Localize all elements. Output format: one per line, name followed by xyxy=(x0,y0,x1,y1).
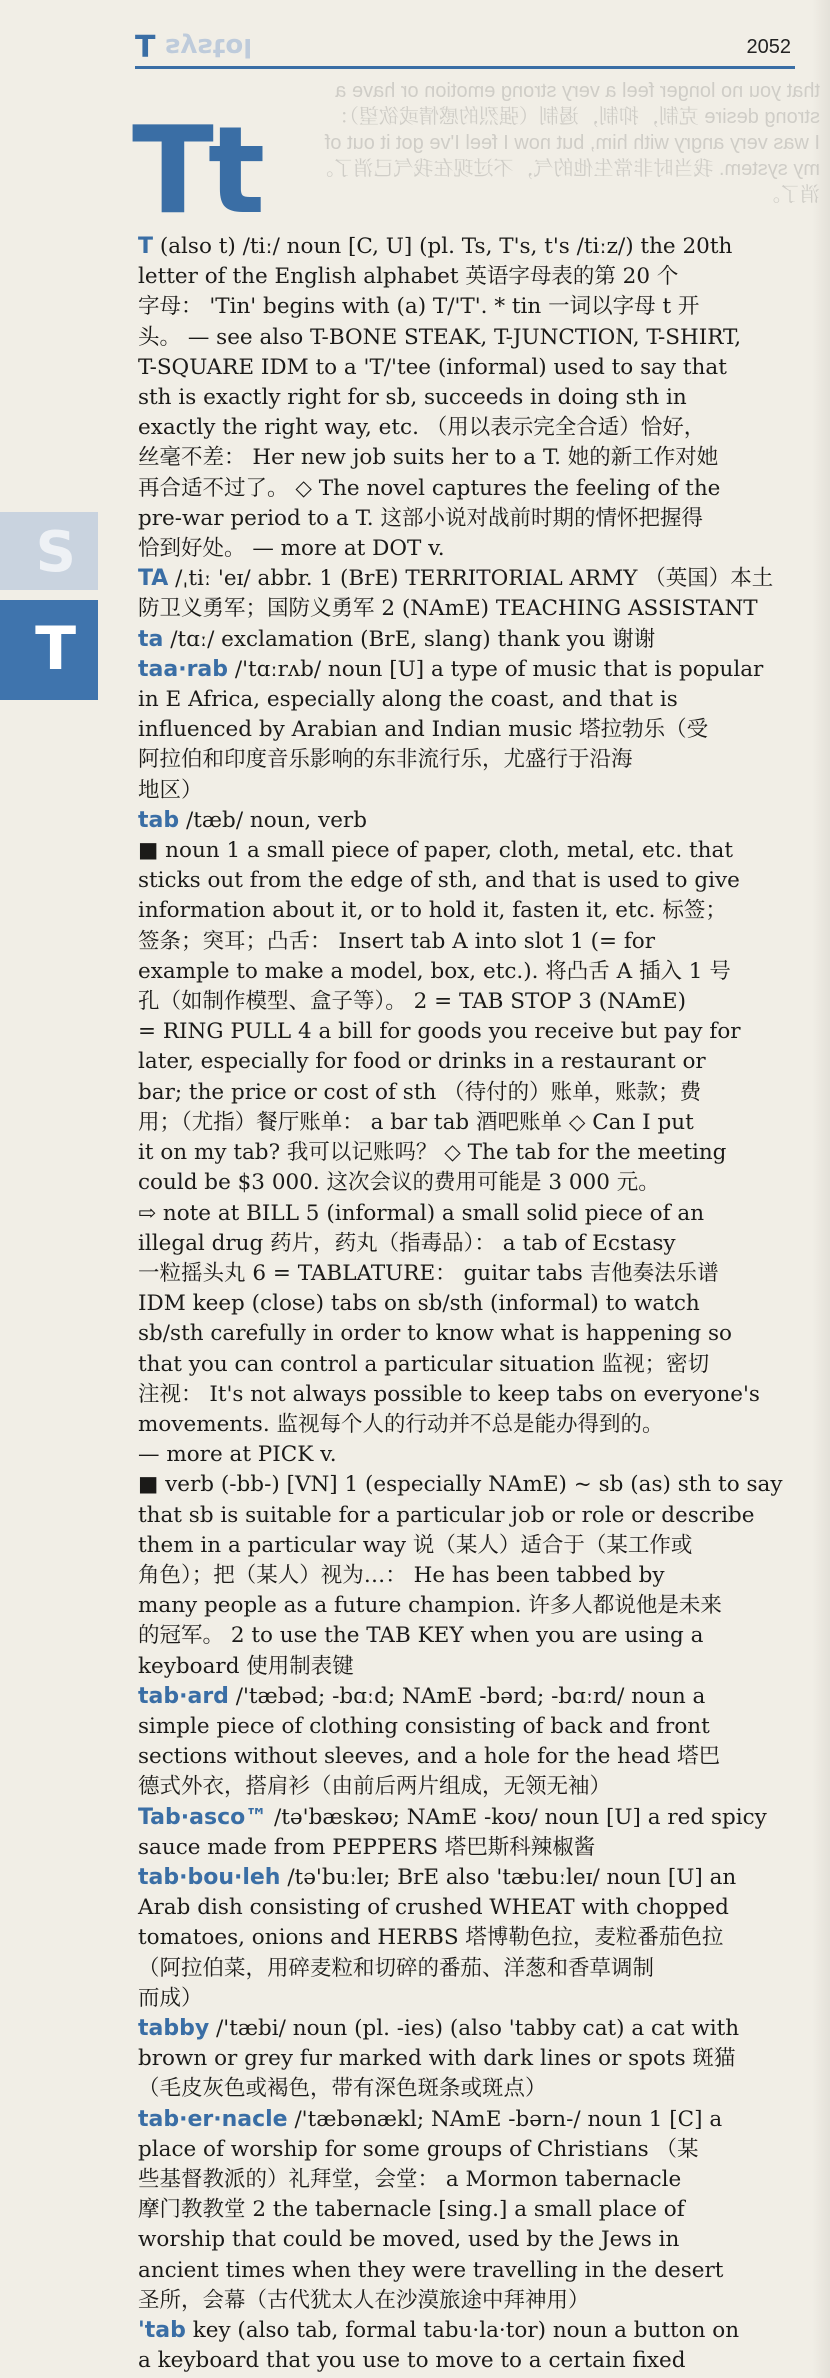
entry-line: 签条；突耳；凸舌： Insert tab A into slot 1 (= for xyxy=(138,928,655,954)
entry-line: movements. 监视每个人的行动并不总是能办得到的。 xyxy=(138,1411,664,1437)
headword: Tab·asco™ xyxy=(138,1804,268,1830)
headword: 'tab xyxy=(138,2318,186,2344)
entry-ta xyxy=(138,625,794,655)
entry-line: = RING PULL 4 a bill for goods you receive but pay for xyxy=(138,1019,741,1045)
entry-line: sauce made from PEPPERS 塔巴斯科辣椒酱 xyxy=(138,1834,596,1860)
showthrough-line: 消了。 xyxy=(760,184,820,206)
entry-line: TA /ˌtiː 'eɪ/ abbr. 1 (BrE) TERRITORIAL ARMY （英国）本土 xyxy=(138,566,774,592)
entry-line: 些基督教派的）礼拜堂，会堂： a Mormon tabernacle xyxy=(138,2167,682,2192)
entry-list xyxy=(138,232,794,2376)
entry-tabkey xyxy=(138,2316,794,2376)
entry-T xyxy=(138,232,794,564)
headword: ta xyxy=(138,626,164,652)
entry-line: 地区） xyxy=(138,777,203,803)
entry-line: sth is exactly right for sb, succeeds in doing sth in xyxy=(138,385,687,411)
entry-line: 而成） xyxy=(138,1985,203,2011)
entry-line: 'tab key (also tab, formal tabu·la·tor) noun a button on xyxy=(138,2318,740,2344)
thumb-tab-current: T xyxy=(0,600,98,700)
entry-line: （毛皮灰色或褐色，带有深色斑条或斑点） xyxy=(138,2076,547,2102)
page-number: 2052 xyxy=(746,36,791,58)
entry-line: them in a particular way 说（某人）适合于（某工作或 xyxy=(138,1532,693,1558)
entry-line: tab·bou·leh /tə'buːleɪ; BrE also 'tæbuːleɪ/ noun [U] an xyxy=(138,1864,737,1890)
showthrough-line: strong desire 克制，抑制，遏制（强烈的感情或欲望）： xyxy=(328,106,820,128)
entry-line: 阿拉伯和印度音乐影响的东非流行乐，尤盛行于沿海 xyxy=(138,747,633,773)
entry-line: — more at PICK v. xyxy=(138,1442,337,1468)
showthrough-text xyxy=(300,78,820,218)
entry-line: ancient times when they were travelling in the desert xyxy=(138,2257,724,2283)
entry-line: taa·rab /'tɑːrʌb/ noun [U] a type of music that is popular xyxy=(138,656,764,682)
header-letter: T xyxy=(135,30,156,65)
entry-line: many people as a future champion. 许多人都说他是未来 xyxy=(138,1593,722,1619)
header-showthrough: systol xyxy=(165,32,253,62)
entry-line: sb/sth carefully in order to know what is happening so xyxy=(138,1321,732,1347)
entry-line: tab /tæb/ noun, verb xyxy=(138,807,367,833)
entry-line: later, especially for food or drinks in a restaurant or xyxy=(138,1049,706,1075)
entry-line: 丝毫不差： Her new job suits her to a T. 她的新工作对她 xyxy=(138,445,719,471)
headword: T xyxy=(138,234,154,259)
entry-line: tabby /'tæbi/ noun (pl. -ies) (also 'tabby cat) a cat with xyxy=(138,2015,740,2041)
entry-line: ⇨ note at BILL 5 (informal) a small solid piece of an xyxy=(138,1200,705,1226)
entry-line: pre-war period to a T. 这部小说对战前时期的情怀把握得 xyxy=(138,505,703,531)
header-rule xyxy=(135,66,795,69)
entry-line: 一粒摇头丸 6 = TABLATURE： guitar tabs 吉他奏法乐谱 xyxy=(138,1260,719,1286)
showthrough-line: my system. 我当时非常生他的气，不过现在我气已消了。 xyxy=(313,158,820,180)
entry-line: （阿拉伯菜，用碎麦粒和切碎的番茄、洋葱和香草调制 xyxy=(138,1955,655,1981)
headword: TA xyxy=(138,566,169,592)
entry-line: tomatoes, onions and HERBS 塔博勒色拉，麦粒番茄色拉 xyxy=(138,1925,724,1951)
section-letter: Tt xyxy=(132,102,260,241)
running-header xyxy=(135,28,795,64)
headword: taa·rab xyxy=(138,656,229,682)
entry-line: could be $3 000. 这次会议的费用可能是 3 000 元。 xyxy=(138,1170,660,1196)
entry-line: IDM keep (close) tabs on sb/sth (informal) to watch xyxy=(138,1291,700,1317)
showthrough-line: I was very angry with him, but now I feel I've got it out of xyxy=(324,132,820,154)
entry-tabard xyxy=(138,1682,794,1803)
entry-line: a keyboard that you use to move to a certain fixed xyxy=(138,2348,686,2374)
headword: tab·ard xyxy=(138,1683,229,1709)
entry-line: that sb is suitable for a particular job or role or describe xyxy=(138,1502,755,1528)
entry-TA xyxy=(138,564,794,624)
entry-line: 注视： It's not always possible to keep tabs on everyone's xyxy=(138,1381,760,1407)
entry-line: 孔（如制作模型、盒子等）。 2 = TAB STOP 3 (NAmE) xyxy=(138,989,686,1015)
entry-line: worship that could be moved, used by the Jews in xyxy=(138,2227,680,2253)
entry-line: exactly the right way, etc. （用以表示完全合适）恰好， xyxy=(138,415,706,441)
page-edge xyxy=(812,0,830,2378)
entry-line: example to make a model, box, etc.). 将凸舌 A 插入 1 号 xyxy=(138,958,731,984)
headword: tab xyxy=(138,807,180,833)
entry-line: 圣所，会幕（古代犹太人在沙漠旅途中拜神用） xyxy=(138,2287,590,2313)
entry-line: 摩门教教堂 2 the tabernacle [sing.] a small place of xyxy=(138,2197,685,2223)
entry-line: that you can control a particular situation 监视；密切 xyxy=(138,1351,710,1377)
entry-line: letter of the English alphabet 英语字母表的第 20 个 xyxy=(138,264,679,290)
entry-tabasco xyxy=(138,1803,794,1863)
entry-line: 角色）；把（某人）视为…： He has been tabbed by xyxy=(138,1562,665,1588)
entry-tab xyxy=(138,806,794,1682)
showthrough-line: that you no longer feel a very strong emotion or have a xyxy=(335,80,820,102)
entry-line: information about it, or to hold it, fasten it, etc. 标签； xyxy=(138,898,727,924)
headword: tab·bou·leh xyxy=(138,1864,281,1890)
entry-line: T (also t) /tiː/ noun [C, U] (pl. Ts, T's, t's /tiːz/) the 20th xyxy=(138,234,733,259)
entry-line: it on my tab? 我可以记账吗？ ◇ The tab for the meeting xyxy=(138,1140,727,1166)
entry-line: 恰到好处。 — more at DOT v. xyxy=(138,536,445,562)
entry-line: 再合适不过了。 ◇ The novel captures the feeling of the xyxy=(138,475,721,501)
entry-line: 头。 — see also T-BONE STEAK, T-JUNCTION, T-SHIRT, xyxy=(138,324,742,350)
entry-line: ■ noun 1 a small piece of paper, cloth, metal, etc. that xyxy=(138,838,733,864)
entry-line: influenced by Arabian and Indian music 塔拉勃乐（受 xyxy=(138,717,709,743)
thumb-tab-prev: S xyxy=(0,512,98,590)
entry-line: sticks out from the edge of sth, and that is used to give xyxy=(138,868,740,894)
entry-line: bar; the price or cost of sth （待付的）账单，账款；费 xyxy=(138,1079,702,1105)
entry-line: ■ verb (-bb-) [VN] 1 (especially NAmE) ~ sb (as) sth to say xyxy=(138,1472,783,1498)
entry-line: tab·ard /'tæbəd; -bɑːd; NAmE -bərd; -bɑːrd/ noun a xyxy=(138,1683,706,1709)
entry-taarab xyxy=(138,655,794,806)
entry-line: tab·er·nacle /'tæbənækl; NAmE -bərn-/ noun 1 [C] a xyxy=(138,2106,723,2132)
entry-line: Arab dish consisting of crushed WHEAT with chopped xyxy=(138,1895,729,1921)
entry-line: 防卫义勇军；国防义勇军 2 (NAmE) TEACHING ASSISTANT xyxy=(138,596,758,622)
entry-line: 的冠军。 2 to use the TAB KEY when you are using a xyxy=(138,1623,704,1649)
entry-line: 字母： 'Tin' begins with (a) T/'T'. * tin 一词以字母 t 开 xyxy=(138,294,700,320)
entry-line: in E Africa, especially along the coast, and that is xyxy=(138,687,678,713)
entry-line: place of worship for some groups of Christians （某 xyxy=(138,2136,699,2162)
entry-tabbouleh xyxy=(138,1863,794,2014)
entry-line: ta /tɑː/ exclamation (BrE, slang) thank you 谢谢 xyxy=(138,626,656,652)
entry-line: keyboard 使用制表键 xyxy=(138,1653,354,1679)
entry-tabby xyxy=(138,2014,794,2105)
entry-line: sections without sleeves, and a hole for the head 塔巴 xyxy=(138,1744,721,1770)
entry-line: Tab·asco™ /tə'bæskəʊ; NAmE -koʊ/ noun [U] a red spicy xyxy=(138,1804,767,1830)
headword: tab·er·nacle xyxy=(138,2106,288,2132)
headword: tabby xyxy=(138,2015,210,2041)
entry-line: brown or grey fur marked with dark lines or spots 斑猫 xyxy=(138,2046,736,2072)
entry-line: 德式外衣，搭肩衫（由前后两片组成，无领无袖） xyxy=(138,1774,612,1800)
entry-line: T-SQUARE IDM to a 'T/'tee (informal) used to say that xyxy=(138,354,727,380)
entry-line: simple piece of clothing consisting of back and front xyxy=(138,1713,710,1739)
entry-tabernacle xyxy=(138,2105,794,2316)
entry-line: 用；（尤指）餐厅账单： a bar tab 酒吧账单 ◇ Can I put xyxy=(138,1109,694,1135)
entry-line: illegal drug 药片，药丸（指毒品）： a tab of Ecstasy xyxy=(138,1230,676,1256)
